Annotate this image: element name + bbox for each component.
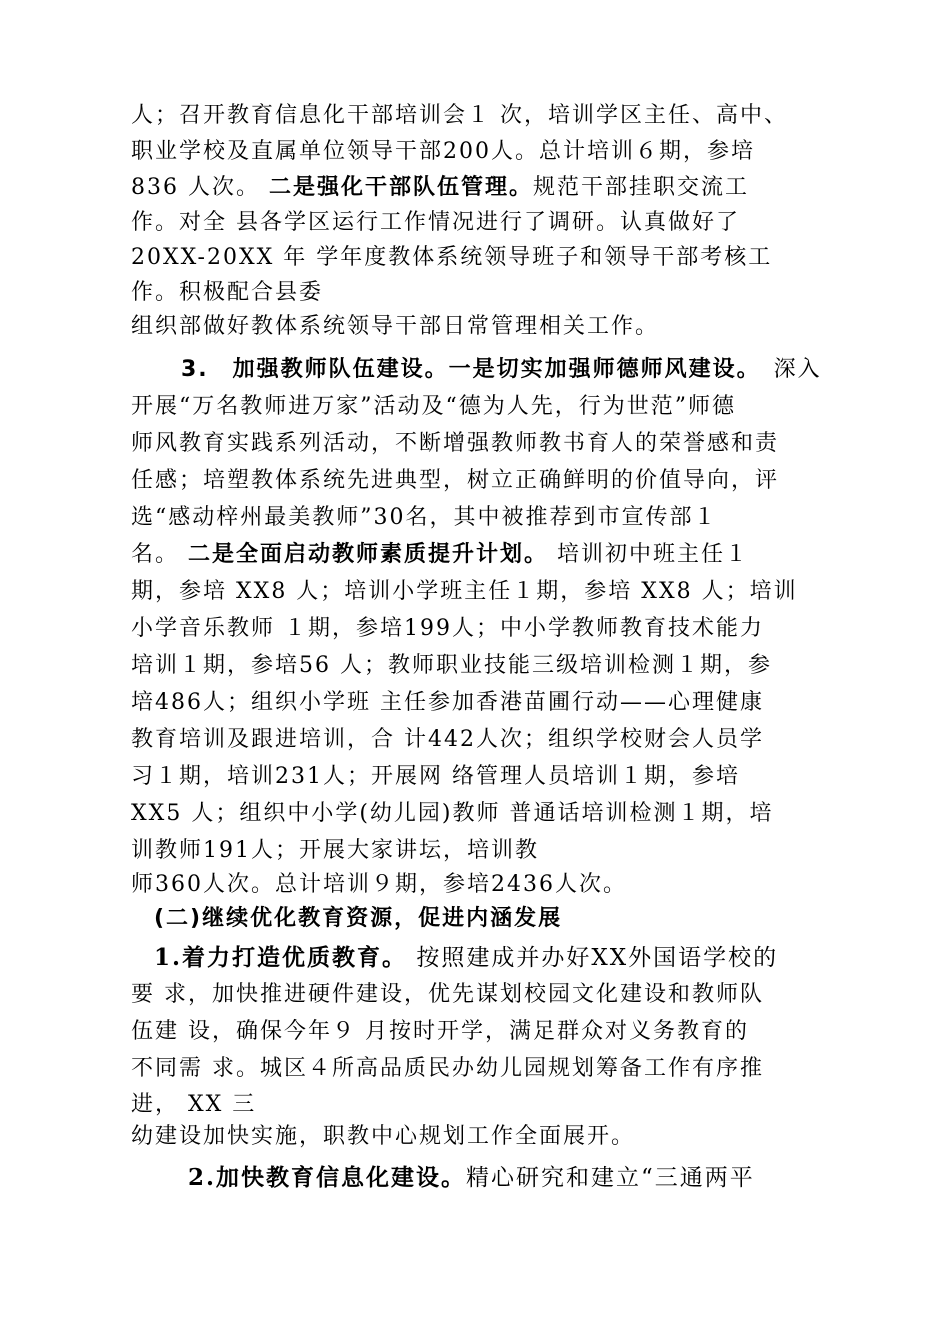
text-line: 培训１期，参培56 人；教师职业技能三级培训检测１期，参 [131, 653, 772, 678]
text-line: 师360人次。总计培训９期，参培2436人次。 [131, 872, 627, 897]
text-line: 开展“万名教师进万家”活动及“德为人先，行为世范”师德 [131, 394, 736, 419]
bold-phrase: 2.加快教育信息化建设。 [188, 1164, 467, 1191]
text-line: 作。对全 县各学区运行工作情况进行了调研。认真做好了 [131, 210, 740, 235]
text-line: 选“感动梓州最美教师”30名，其中被推荐到市宣传部１ [131, 505, 718, 530]
text-line: 任感；培塑教体系统先进典型，树立正确鲜明的价值导向，评 [131, 468, 780, 493]
text-line: 人；召开教育信息化干部培训会１ 次，培训学区主任、高中、 [131, 103, 788, 128]
text-line: 20XX-20XX 年 学年度教体系统领导班子和领导干部考核工 [131, 245, 773, 270]
text-line: 教育培训及跟进培训，合 计442人次；组织学校财会人员学 [131, 727, 764, 752]
text-line: 2.加快教育信息化建设。精心研究和建立“三通两平 [188, 1164, 755, 1191]
text-line: 不同需 求。城区４所高品质民办幼儿园规划筹备工作有序推 [131, 1056, 764, 1081]
text-line: 要 求，加快推进硬件建设，优先谋划校园文化建设和教师队 [131, 982, 764, 1007]
text-line: 期，参培 XX8 人；培训小学班主任１期，参培 XX8 人；培训 [131, 579, 798, 604]
text-line: XX5 人；组织中小学(幼儿园)教师 普通话培训检测１期，培 [131, 801, 774, 826]
text-line: 836 人次。 二是强化干部队伍管理。规范干部挂职交流工 [131, 175, 750, 200]
section-3-heading: 3. 加强教师队伍建设。一是切实加强师德师风建设。 深入 [181, 357, 822, 382]
bold-phrase: 1.着力打造优质教育。 [154, 944, 408, 971]
text-line: 习１期，培训231人；开展网 络管理人员培训１期，参培 [131, 764, 740, 789]
bold-phrase: 3. 加强教师队伍建设。一是切实加强师德师风建设。 [181, 357, 750, 382]
section-heading: (二)继续优化教育资源，促进内涵发展 [154, 906, 563, 931]
text-line: 职业学校及直属单位领导干部200人。总计培训６期，参培 [131, 139, 755, 164]
bold-phrase: 二是强化干部队伍管理。 [268, 175, 533, 200]
text-line: 幼建设加快实施，职教中心规划工作全面展开。 [131, 1124, 636, 1149]
text-line: 小学音乐教师 １期，参培199人；中小学教师教育技术能力 [131, 616, 764, 641]
text-line: 名。 二是全面启动教师素质提升计划。 培训初中班主任１ [131, 542, 750, 567]
text-line: 师风教育实践系列活动，不断增强教师教书育人的荣誉感和责 [131, 431, 780, 456]
text-line: 伍建 设，确保今年９ 月按时开学，满足群众对义务教育的 [131, 1019, 749, 1044]
text-line: 组织部做好教体系统领导干部日常管理相关工作。 [131, 314, 660, 339]
text-line: 进， XX 三 [131, 1092, 257, 1117]
text-line: 作。积极配合县委 [131, 280, 324, 305]
text-line: 训教师191人；开展大家讲坛，培训教 [131, 838, 539, 863]
bold-phrase: 二是全面启动教师素质提升计划。 [188, 542, 549, 567]
text-line: 1.着力打造优质教育。 按照建成并办好XX外国语学校的 [154, 944, 779, 971]
text-line: 培486人；组织小学班 主任参加香港苗圃行动——心理健康 [131, 690, 764, 715]
